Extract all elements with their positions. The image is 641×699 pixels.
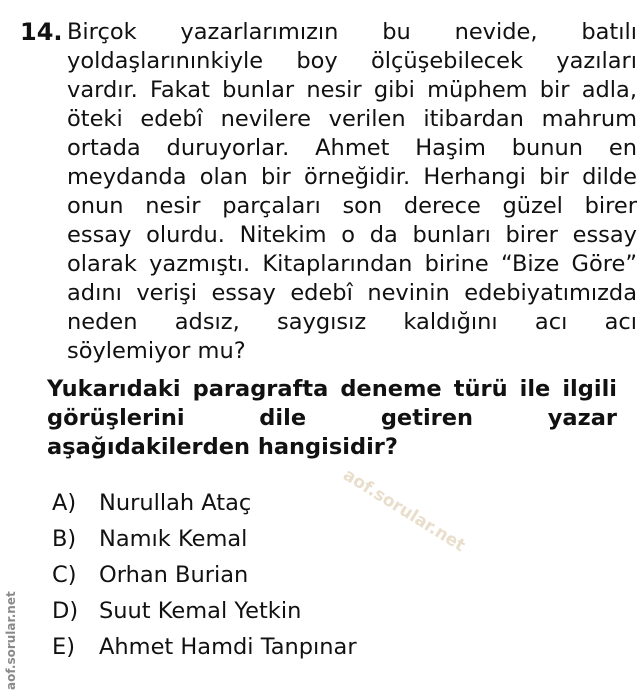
option-text: Orhan Burian [99,562,249,588]
question-passage [67,18,637,366]
passage-line: söylemiyor mu? [67,338,246,364]
option-b[interactable] [52,521,357,557]
answer-options [52,485,357,665]
passage-line: yoldaşlarınınkiyle boy ölçüşebilecek yazıları [67,48,637,74]
passage-line: vardır. Fakat bunlar nesir gibi müphem bir adla, [67,77,637,103]
option-a[interactable] [52,485,357,521]
option-d[interactable] [52,593,357,629]
option-letter: E) [52,634,75,660]
watermark-side: aof.sorular.net [4,591,18,690]
watermark-diagonal: aof.sorular.net [339,465,469,557]
option-text: Nurullah Ataç [99,490,252,516]
passage-line: adını verişi essay edebî nevinin edebiyatımızda [67,280,637,306]
option-text: Suut Kemal Yetkin [99,598,302,624]
passage-line: essay olurdu. Nitekim o da bunları birer essay [67,222,637,248]
passage-line: Birçok yazarlarımızın bu nevide, batılı [67,19,637,45]
question-number: 14. [20,18,63,46]
passage-line: öteki edebî nevilere verilen itibardan mahrum [67,106,637,132]
option-letter: C) [52,562,77,588]
passage-line: meydanda olan bir örneğidir. Herhangi bir dilde [67,164,637,190]
passage-line: neden adsız, saygısız kaldığını acı acı [67,309,637,335]
option-letter: A) [52,490,77,516]
option-letter: D) [52,598,79,624]
option-e[interactable] [52,629,357,665]
passage-line: ortada duruyorlar. Ahmet Haşim bunun en [67,135,637,161]
passage-line: olarak yazmıştı. Kitaplarından birine “Bize Göre” [67,251,637,277]
prompt-line: görüşlerini dile getiren yazar [47,405,617,431]
prompt-line: aşağıdakilerden hangisidir? [47,434,398,460]
prompt-line: Yukarıdaki paragrafta deneme türü ile ilgili [47,376,617,402]
question-prompt [47,375,617,462]
option-c[interactable] [52,557,357,593]
option-text: Namık Kemal [99,526,248,552]
option-text: Ahmet Hamdi Tanpınar [99,634,357,660]
option-letter: B) [52,526,77,552]
passage-line: onun nesir parçaları son derece güzel birer [67,193,637,219]
